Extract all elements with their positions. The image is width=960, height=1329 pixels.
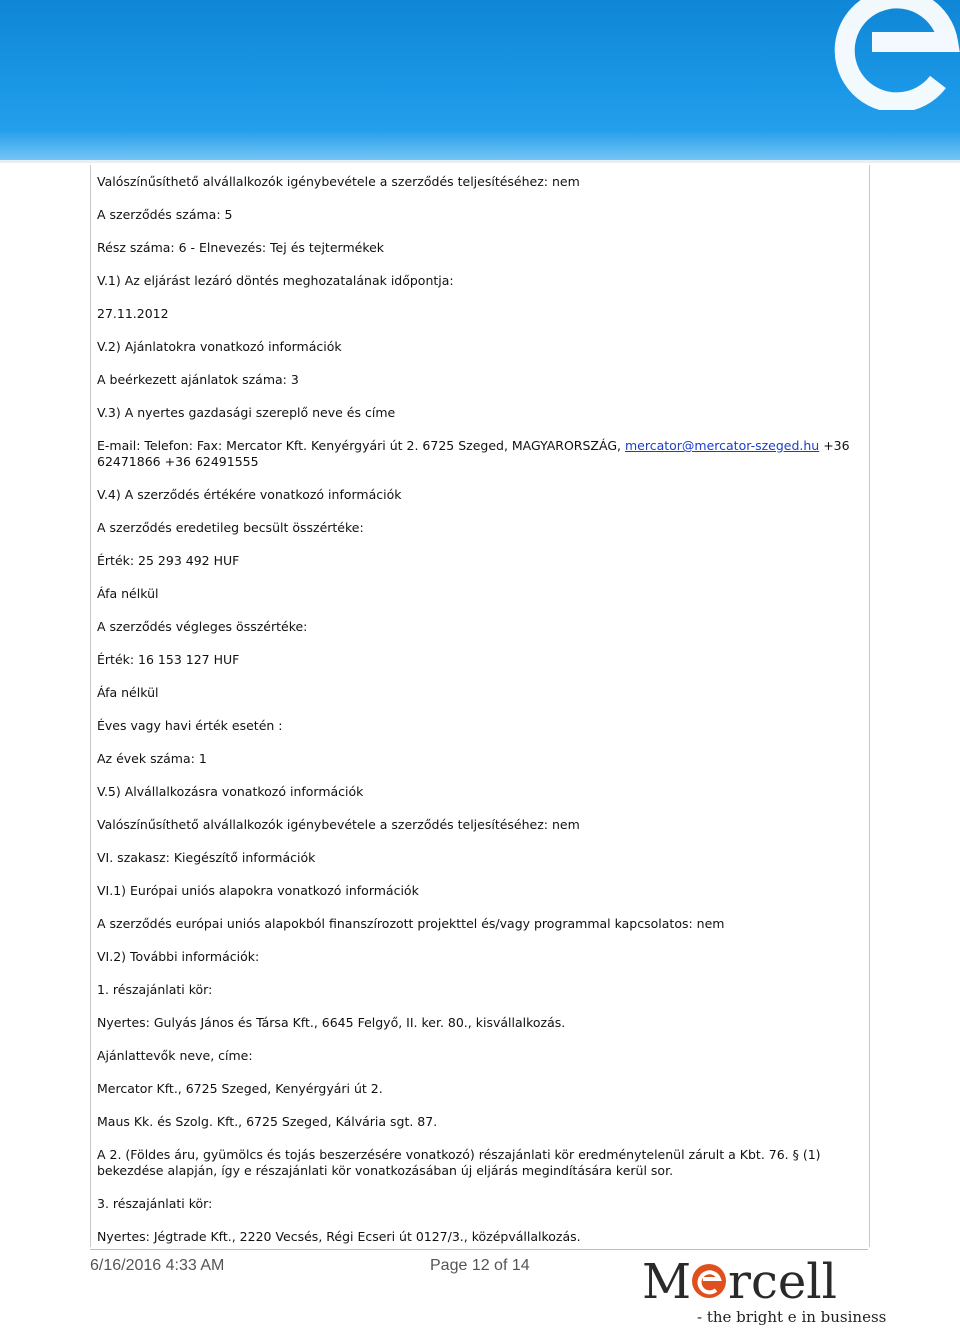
doc-line: Nyertes: Gulyás János és Társa Kft., 6645 Felgyő, II. ker. 80., kisvállalkozás. xyxy=(97,1015,566,1030)
doc-line: Rész száma: 6 - Elnevezés: Tej és tejtermékek xyxy=(97,240,385,255)
brand-tagline: - the bright e in business xyxy=(697,1308,887,1326)
doc-line: 3. részajánlati kör: xyxy=(97,1196,213,1211)
doc-line: Áfa nélkül xyxy=(97,586,159,601)
section-heading: VI.1) Európai uniós alapokra vonatkozó információk xyxy=(97,883,419,898)
contact-prefix: E-mail: Telefon: Fax: Mercator Kft. Kenyérgyári út 2. 6725 Szeged, MAGYARORSZÁG, xyxy=(97,438,625,453)
doc-line: Mercator Kft., 6725 Szeged, Kenyérgyári út 2. xyxy=(97,1081,383,1096)
section-heading: V.4) A szerződés értékére vonatkozó információk xyxy=(97,487,402,502)
doc-line: 27.11.2012 xyxy=(97,306,169,321)
doc-line: Valószínűsíthető alvállalkozók igénybevétele a szerződés teljesítéséhez: nem xyxy=(97,817,580,832)
section-heading: V.3) A nyertes gazdasági szereplő neve és címe xyxy=(97,405,396,420)
section-heading: V.2) Ajánlatokra vonatkozó információk xyxy=(97,339,342,354)
doc-line: Éves vagy havi érték esetén : xyxy=(97,718,283,733)
footer-page-number: Page 12 of 14 xyxy=(430,1257,530,1274)
section-heading: V.1) Az eljárást lezáró döntés meghozatalának időpontja: xyxy=(97,273,454,288)
email-link[interactable]: mercator@mercator-szeged.hu xyxy=(624,438,820,453)
banner-glow xyxy=(0,130,960,160)
brand-e-mark-icon xyxy=(692,1264,726,1298)
doc-line: Valószínűsíthető alvállalkozók igénybevétele a szerződés teljesítéséhez: nem xyxy=(97,174,580,189)
doc-line: Érték: 25 293 492 HUF xyxy=(97,553,240,568)
doc-line: Áfa nélkül xyxy=(97,685,159,700)
contact-suffix: +36 62471866 +36 62491555 xyxy=(97,438,850,469)
e-logo-icon xyxy=(820,0,960,110)
contact-info xyxy=(97,438,857,470)
doc-line: A beérkezett ajánlatok száma: 3 xyxy=(97,372,299,387)
doc-line: A szerződés végleges összértéke: xyxy=(97,619,308,634)
doc-line: Nyertes: Jégtrade Kft., 2220 Vecsés, Régi Ecseri út 0127/3., középvállalkozás. xyxy=(97,1229,581,1244)
doc-line: Ajánlattevők neve, címe: xyxy=(97,1048,253,1063)
doc-line: A szerződés száma: 5 xyxy=(97,207,233,222)
doc-line: Maus Kk. és Szolg. Kft., 6725 Szeged, Kálvária sgt. 87. xyxy=(97,1114,438,1129)
section-heading: VI. szakasz: Kiegészítő információk xyxy=(97,850,316,865)
doc-line: A szerződés európai uniós alapokból finanszírozott projekttel és/vagy programmal kapcsolatos: nem xyxy=(97,916,725,931)
brand-name-rest: rcell xyxy=(728,1254,837,1308)
doc-line: 1. részajánlati kör: xyxy=(97,982,213,997)
header-banner xyxy=(0,0,960,163)
section-heading: VI.2) További információk: xyxy=(97,949,260,964)
brand-letter-m: M xyxy=(642,1254,692,1308)
footer-divider xyxy=(90,1249,868,1250)
doc-line: A szerződés eredetileg becsült összértéke: xyxy=(97,520,364,535)
footer-date: 6/16/2016 4:33 AM xyxy=(90,1257,225,1274)
paragraph: A 2. (Földes áru, gyümölcs és tojás beszerzésére vonatkozó) részajánlati kör eredménytelenül zárult a Kbt. 76. § (1) bekezdése alapján, így e részajánlati kör vonatkozásában új eljárás megindítására kerül sor. xyxy=(97,1147,821,1178)
doc-line: Érték: 16 153 127 HUF xyxy=(97,652,240,667)
mercell-logo xyxy=(642,1252,852,1308)
section-heading: V.5) Alvállalkozásra vonatkozó információk xyxy=(97,784,364,799)
doc-line: Az évek száma: 1 xyxy=(97,751,207,766)
